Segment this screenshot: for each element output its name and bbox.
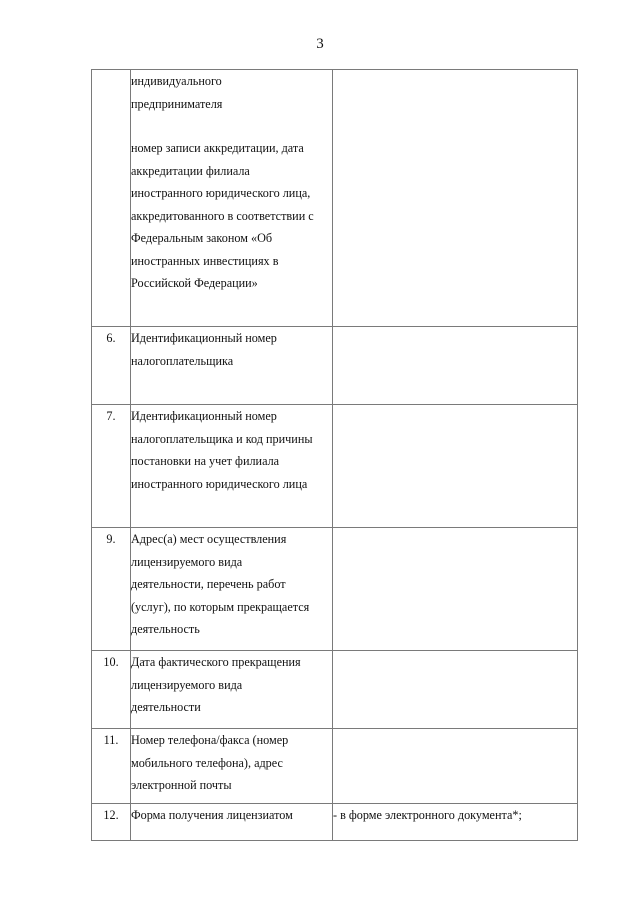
table-row: [92, 729, 578, 804]
row-value: [333, 729, 578, 804]
table-row: [92, 804, 578, 841]
row-number: 11.: [92, 729, 131, 804]
label-line: Адрес(а) мест осуществления: [131, 532, 287, 546]
label-line: (услуг), по которым прекращается: [131, 599, 310, 614]
row-label: [131, 70, 333, 327]
table-row: [92, 405, 578, 528]
label-line: лицензируемого вида: [131, 677, 243, 692]
row-number: 9.: [92, 528, 131, 651]
table-row: [92, 327, 578, 405]
table-row: [92, 70, 578, 327]
label-line: иностранных инвестициях в: [131, 253, 279, 268]
row-label: [131, 729, 333, 804]
row-number: 10.: [92, 651, 131, 729]
row-label: [131, 528, 333, 651]
row-value: [333, 651, 578, 729]
label-line: Дата фактического прекращения: [131, 655, 301, 669]
table-row: [92, 528, 578, 651]
label-line: Идентификационный номер: [131, 331, 277, 345]
label-line: деятельность: [131, 622, 200, 636]
label-line: иностранного юридического лица: [131, 476, 308, 491]
page-number: 3: [316, 36, 324, 52]
label-line: электронной почты: [131, 778, 232, 792]
label-line: аккредитованного в соответствии с: [131, 208, 314, 223]
application-form-table: [91, 69, 578, 841]
label-line: Идентификационный номер: [131, 409, 277, 423]
label-line: постановки на учет филиала: [131, 454, 280, 468]
label-line: налогоплательщика: [131, 353, 234, 368]
label-line: лицензируемого вида: [131, 554, 243, 569]
row-label: [131, 405, 333, 528]
label-line: иностранного юридического лица,: [131, 186, 311, 200]
label-line: Российской Федерации»: [131, 276, 258, 290]
label-line: деятельности, перечень работ: [131, 577, 286, 591]
label-line: налогоплательщика и код причины: [131, 431, 313, 446]
label-line: номер записи аккредитации, дата: [131, 141, 304, 155]
row-label: [131, 327, 333, 405]
label-line: аккредитации филиала: [131, 163, 250, 178]
row-value: [333, 70, 578, 327]
row-value: [333, 327, 578, 405]
label-line: мобильного телефона), адрес: [131, 755, 283, 770]
row-value: [333, 528, 578, 651]
row-number: [92, 70, 131, 327]
row-value: - в форме электронного документа*;: [333, 804, 578, 841]
label-line: Федеральным законом «Об: [131, 231, 273, 245]
row-label: [131, 804, 333, 841]
row-value: [333, 405, 578, 528]
label-line: предпринимателя: [131, 96, 223, 111]
table-row: [92, 651, 578, 729]
row-number: 12.: [92, 804, 131, 841]
label-line: индивидуального: [131, 74, 222, 88]
row-number: 7.: [92, 405, 131, 528]
row-label: [131, 651, 333, 729]
row-number: 6.: [92, 327, 131, 405]
label-line: Номер телефона/факса (номер: [131, 733, 289, 747]
label-line: Форма получения лицензиатом: [131, 808, 293, 822]
label-line: деятельности: [131, 700, 201, 714]
